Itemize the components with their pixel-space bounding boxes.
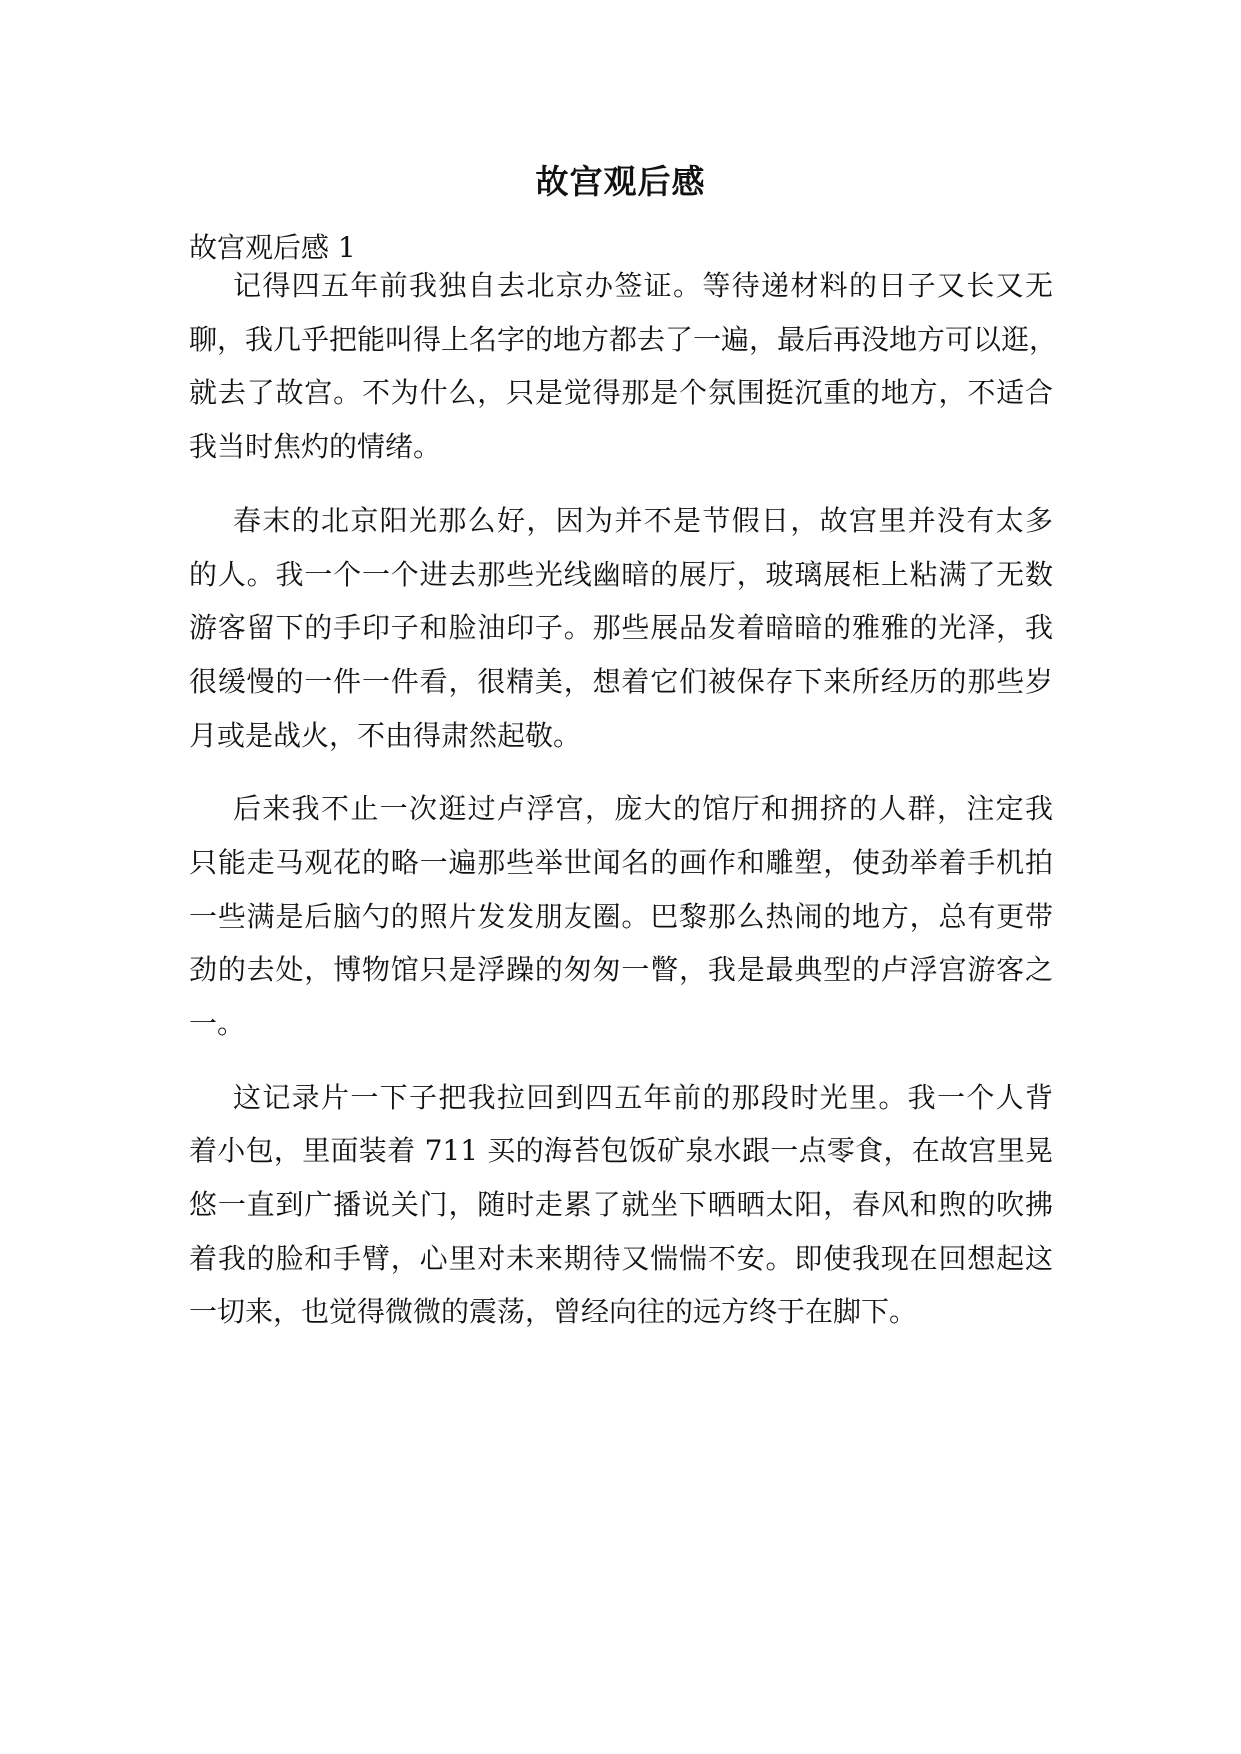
paragraph-line: 的人。我一个一个进去那些光线幽暗的展厅，玻璃展柜上粘满了无数 — [189, 558, 1053, 591]
paragraph-line: 记得四五年前我独自去北京办签证。等待递材料的日子又长又无 — [233, 269, 1053, 302]
paragraph-line: 月或是战火，不由得肃然起敬。 — [189, 719, 582, 752]
paragraph-line: 劲的去处，博物馆只是浮躁的匆匆一瞥，我是最典型的卢浮宫游客之 — [189, 953, 1053, 986]
paragraph-line: 一。 — [189, 1007, 246, 1040]
paragraph-line: 一切来，也觉得微微的震荡，曾经向往的远方终于在脚下。 — [189, 1295, 918, 1328]
paragraph-line: 很缓慢的一件一件看，很精美，想着它们被保存下来所经历的那些岁 — [189, 665, 1053, 698]
document-title: 故宫观后感 — [535, 162, 706, 201]
paragraph-line: 着小包，里面装着 711 买的海苔包饭矿泉水跟一点零食，在故宫里晃 — [189, 1134, 1053, 1167]
paragraph-line: 这记录片一下子把我拉回到四五年前的那段时光里。我一个人背 — [233, 1081, 1053, 1114]
paragraph-line: 就去了故宫。不为什么，只是觉得那是个氛围挺沉重的地方，不适合 — [189, 376, 1053, 409]
paragraph-line: 春末的北京阳光那么好，因为并不是节假日，故宫里并没有太多 — [233, 504, 1053, 537]
paragraph-line: 游客留下的手印子和脸油印子。那些展品发着暗暗的雅雅的光泽，我 — [189, 611, 1053, 644]
paragraph-line: 我当时焦灼的情绪。 — [189, 430, 442, 463]
paragraph-line: 悠一直到广播说关门，随时走累了就坐下晒晒太阳，春风和煦的吹拂 — [189, 1188, 1053, 1221]
paragraph-line: 后来我不止一次逛过卢浮宫，庞大的馆厅和拥挤的人群，注定我 — [233, 792, 1053, 825]
paragraph-line: 只能走马观花的略一遍那些举世闻名的画作和雕塑，使劲举着手机拍 — [189, 846, 1053, 879]
paragraph-line: 一些满是后脑勺的照片发发朋友圈。巴黎那么热闹的地方，总有更带 — [189, 900, 1053, 933]
paragraph-line: 聊，我几乎把能叫得上名字的地方都去了一遍，最后再没地方可以逛， — [189, 323, 1058, 356]
section-heading: 故宫观后感 1 — [189, 231, 356, 264]
paragraph-line: 着我的脸和手臂，心里对未来期待又惴惴不安。即使我现在回想起这 — [189, 1242, 1053, 1275]
